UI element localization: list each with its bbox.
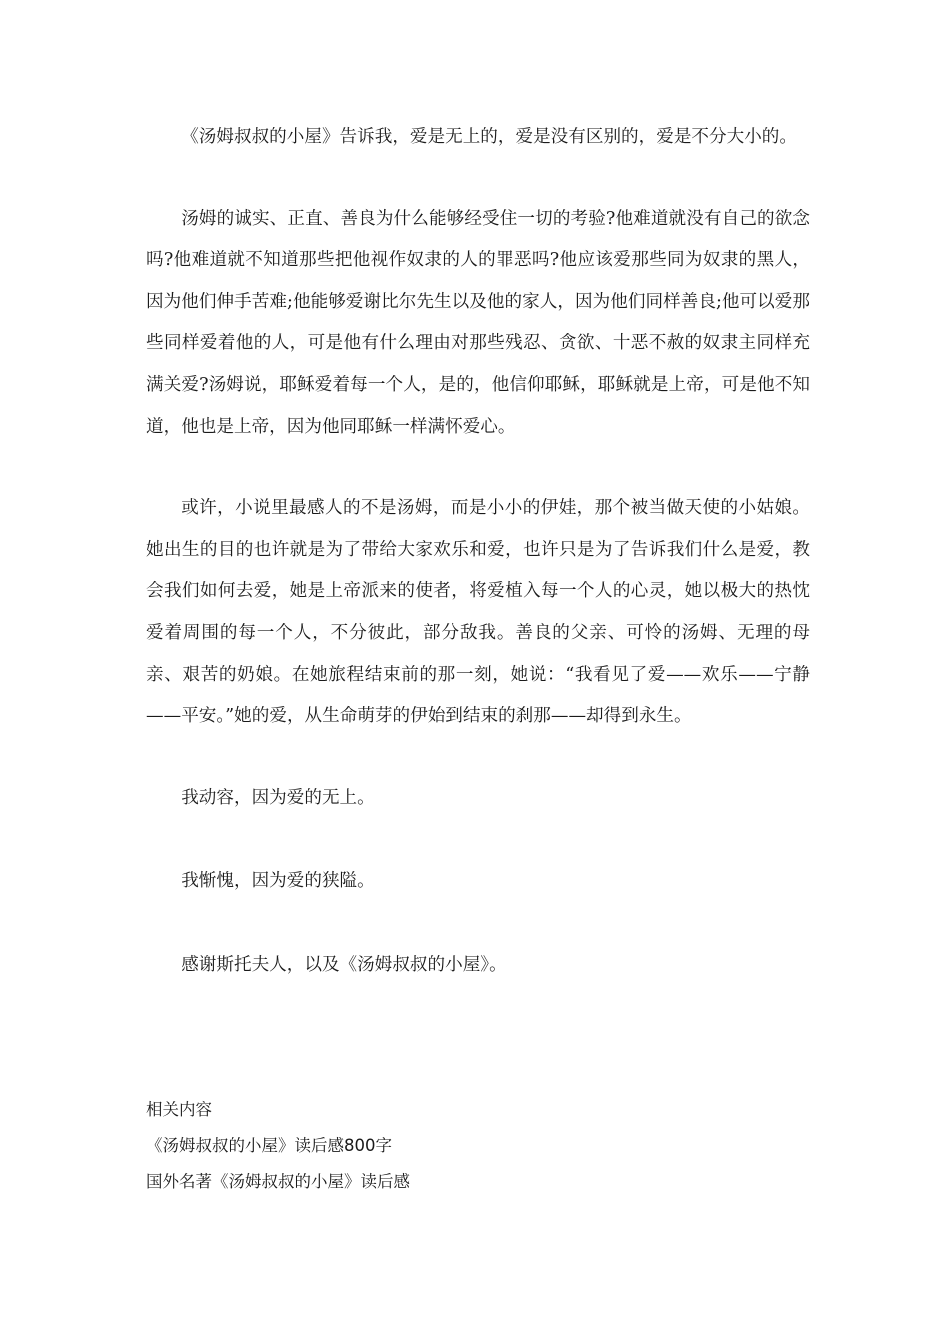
article-body: [146, 117, 810, 1029]
paragraph-eva: 或许，小说里最感人的不是汤姆，而是小小的伊娃，那个被当做天使的小姑娘。她出生的目的也许就是为了带给大家欢乐和爱，也许只是为了告诉我们什么是爱，教会我们如何去爱，她是上帝派来的使者，将爱植入每一个人的心灵，她以极大的热忱爱着周围的每一个人，不分彼此，部分敌我。善良的父亲、可怜的汤姆、无理的母亲、艰苦的奶娘。在她旅程结束前的那一刻，她说：“我看见了爱——欢乐——宁静——平安。”她的爱，从生命萌芽的伊始到结束的刹那——却得到永生。: [146, 498, 810, 727]
paragraph-intro: 《汤姆叔叔的小屋》告诉我，爱是无上的，爱是没有区别的，爱是不分大小的。: [181, 127, 797, 147]
paragraph-moved: 我动容，因为爱的无上。: [181, 787, 375, 808]
related-title: 相关内容: [146, 1100, 212, 1119]
list-item: [146, 1128, 810, 1164]
related-list: [146, 1128, 810, 1200]
paragraph-tom: 汤姆的诚实、正直、善良为什么能够经受住一切的考验?他难道就没有自己的欲念吗?他难道就不知道那些把他视作奴隶的人的罪恶吗?他应该爱那些同为奴隶的黑人，因为他们伸手苦难;他能够爱谢比尔先生以及他的家人，因为他们同样善良;他可以爱那些同样爱着他的人，可是他有什么理由对那些残忍、贪欲、十恶不赦的奴隶主同样充满关爱?汤姆说，耶稣爱着每一个人，是的，他信仰耶稣，耶稣就是上帝，可是他不知道，他也是上帝，因为他同耶稣一样满怀爱心。: [146, 208, 810, 437]
list-item: [146, 1164, 810, 1200]
paragraph-ashamed: 我惭愧，因为爱的狭隘。: [181, 871, 375, 892]
related-content: [146, 1092, 810, 1200]
related-link-800[interactable]: 《汤姆叔叔的小屋》读后感800字: [146, 1136, 392, 1155]
paragraph-thanks: 感谢斯托夫人，以及《汤姆叔叔的小屋》。: [181, 954, 507, 975]
related-link-foreign-classic[interactable]: 国外名著《汤姆叔叔的小屋》读后感: [146, 1172, 410, 1191]
